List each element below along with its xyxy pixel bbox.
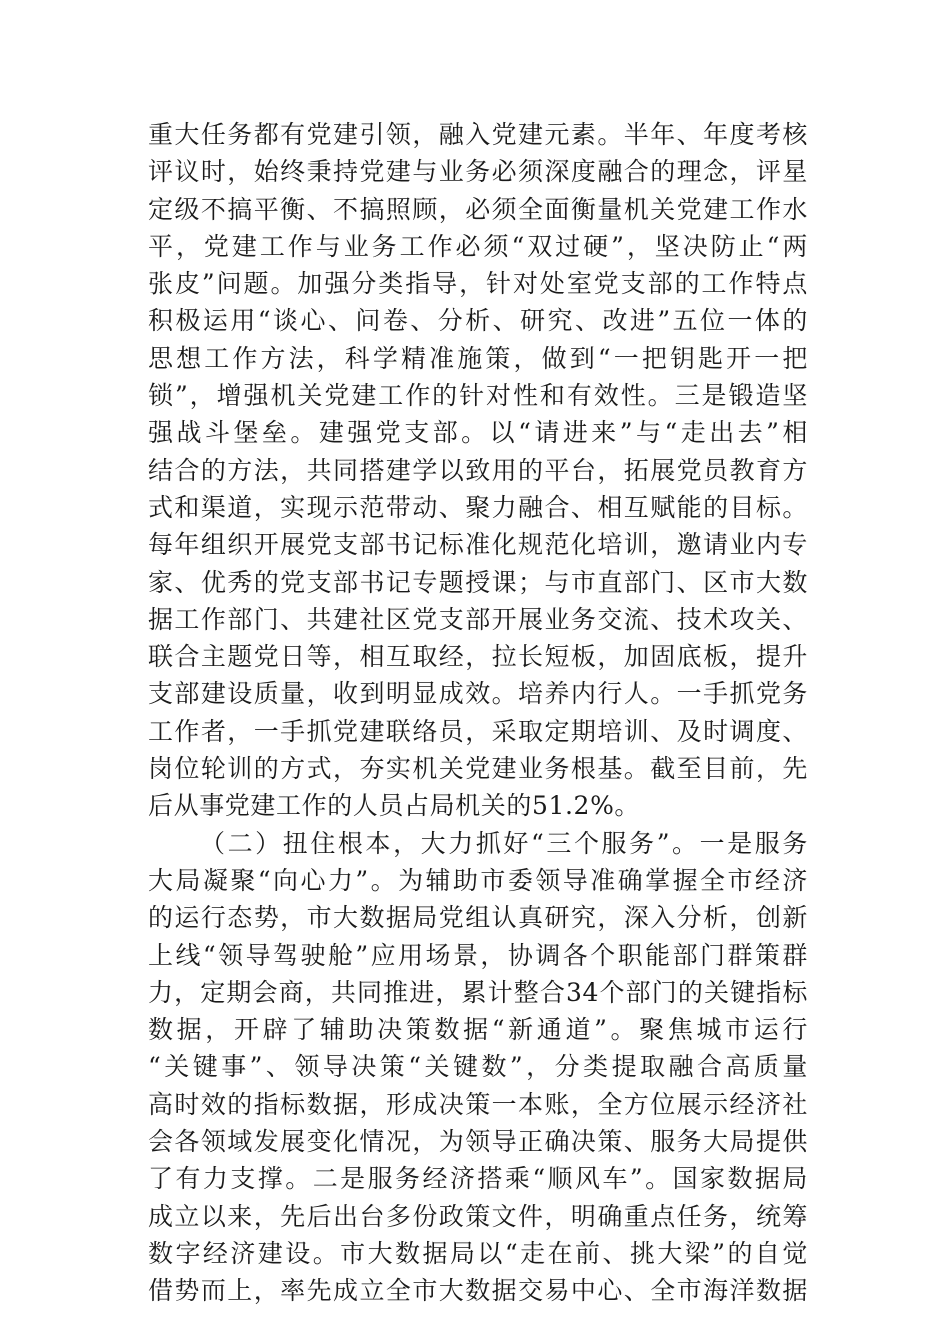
text-line: 的运行态势，市大数据局党组认真研究，深入分析，创新 (148, 903, 808, 933)
text-line: 支部建设质量，收到明显成效。培养内行人。一手抓党务 (148, 679, 808, 709)
text-line: 积极运用“谈心、问卷、分析、研究、改进”五位一体的 (148, 306, 808, 336)
text-line: 结合的方法，共同搭建学以致用的平台，拓展党员教育方 (148, 455, 808, 485)
text-line: 思想工作方法，科学精准施策，做到“一把钥匙开一把 (148, 343, 808, 373)
text-line: 数字经济建设。市大数据局以“走在前、挑大梁”的自觉 (148, 1238, 808, 1268)
text-line: 岗位轮训的方式，夯实机关党建业务根基。截至目前，先 (148, 754, 808, 784)
text-line: 上线“领导驾驶舱”应用场景，协调各个职能部门群策群 (148, 940, 808, 970)
body-text (148, 116, 808, 1310)
text-line: 大局凝聚“向心力”。为辅助市委领导准确掌握全市经济 (148, 865, 808, 895)
text-line: 后从事党建工作的人员占局机关的51.2%。 (148, 791, 641, 821)
text-line: 平，党建工作与业务工作必须“双过硬”，坚决防止“两 (148, 231, 808, 261)
text-line: “关键事”、领导决策“关键数”，分类提取融合高质量 (148, 1052, 808, 1082)
text-line: 力，定期会商，共同推进，累计整合34个部门的关键指标 (148, 977, 808, 1007)
text-line: 借势而上，率先成立全市大数据交易中心、全市海洋数据 (148, 1276, 808, 1306)
text-line: 成立以来，先后出台多份政策文件，明确重点任务，统筹 (148, 1201, 808, 1231)
text-line: 高时效的指标数据，形成决策一本账，全方位展示经济社 (148, 1089, 808, 1119)
text-line: 评议时，始终秉持党建与业务必须深度融合的理念，评星 (148, 157, 808, 187)
text-line: 强战斗堡垒。建强党支部。以“请进来”与“走出去”相 (148, 418, 808, 448)
text-line: 会各领域发展变化情况，为领导正确决策、服务大局提供 (148, 1127, 808, 1157)
text-line: 张皮”问题。加强分类指导，针对处室党支部的工作特点 (148, 269, 808, 299)
text-line: 数据，开辟了辅助决策数据“新通道”。聚焦城市运行 (148, 1015, 808, 1045)
text-line: 每年组织开展党支部书记标准化规范化培训，邀请业内专 (148, 530, 808, 560)
text-line: 定级不搞平衡、不搞照顾，必须全面衡量机关党建工作水 (148, 194, 808, 224)
text-line: 家、优秀的党支部书记专题授课；与市直部门、区市大数 (148, 567, 808, 597)
text-line: 联合主题党日等，相互取经，拉长短板，加固底板，提升 (148, 642, 808, 672)
text-line: 了有力支撑。二是服务经济搭乘“顺风车”。国家数据局 (148, 1164, 808, 1194)
section-heading-line: （二）扭住根本，大力抓好“三个服务”。一是服务 (200, 828, 808, 858)
text-line: 式和渠道，实现示范带动、聚力融合、相互赋能的目标。 (148, 492, 808, 522)
text-line: 工作者，一手抓党建联络员，采取定期培训、及时调度、 (148, 716, 808, 746)
text-line: 锁”，增强机关党建工作的针对性和有效性。三是锻造坚 (148, 381, 808, 411)
text-line: 重大任务都有党建引领，融入党建元素。半年、年度考核 (148, 120, 808, 149)
text-line: 据工作部门、共建社区党支部开展业务交流、技术攻关、 (148, 604, 808, 634)
